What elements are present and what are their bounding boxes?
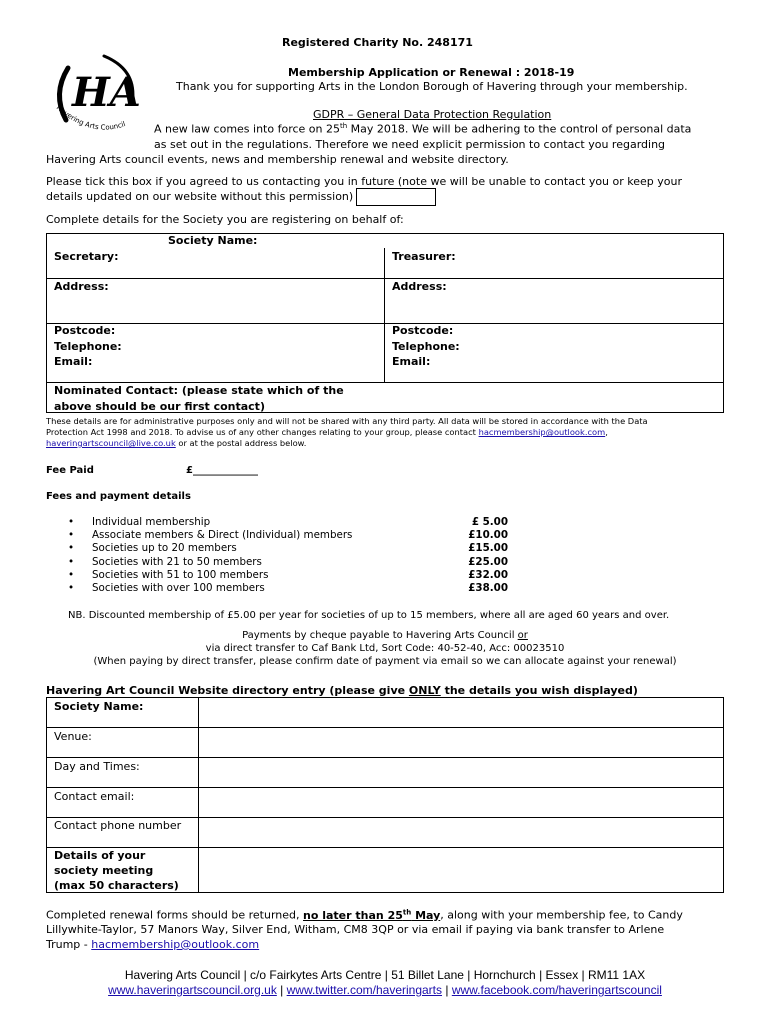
twitter-link[interactable]: www.twitter.com/haveringarts <box>286 983 443 997</box>
return-email-link[interactable]: hacmembership@outlook.com <box>91 938 260 951</box>
treasurer-address-label: Address: <box>392 280 447 293</box>
privacy-line3: haveringartscouncil@live.co.uk or at the postal address below. <box>46 438 307 448</box>
treasurer-telephone-label: Telephone: <box>392 340 460 353</box>
directory-society-name-label: Society Name: <box>54 700 144 713</box>
return-line3: Trump - hacmembership@outlook.com <box>46 938 260 951</box>
treasurer-email-label: Email: <box>392 355 431 368</box>
logo-initials: HA <box>72 69 141 116</box>
footer-address: Havering Arts Council | c/o Fairkytes Arts Centre | 51 Billet Lane | Hornchurch | Essex | RM11 1AX <box>124 968 646 982</box>
fee-item-amount: £15.00 <box>468 542 508 555</box>
bullet: • <box>68 516 75 528</box>
directory-details-line1: Details of your <box>54 849 146 862</box>
treasurer-label: Treasurer: <box>392 250 456 263</box>
fees-list <box>68 516 508 595</box>
directory-details-line2: society meeting <box>54 864 154 877</box>
directory-day-times-input[interactable] <box>199 758 723 787</box>
council-email-link[interactable]: haveringartscouncil@live.co.uk <box>46 438 176 448</box>
fee-item-amount: £10.00 <box>468 529 508 542</box>
fee-item <box>68 569 508 582</box>
directory-society-name-input[interactable] <box>199 698 723 727</box>
bullet: • <box>68 542 75 555</box>
directory-contact-phone-input[interactable] <box>199 818 723 847</box>
website-link[interactable]: www.haveringartscouncil.org.uk <box>108 983 277 997</box>
directory-details-line3: (max 50 characters) <box>54 879 179 892</box>
fee-item-amount: £32.00 <box>468 568 508 581</box>
fee-item <box>68 556 508 569</box>
fee-item-amount: £ 5.00 <box>471 516 508 528</box>
fee-item-amount: £38.00 <box>468 581 508 594</box>
havering-arts-logo <box>46 48 146 140</box>
membership-email-link[interactable]: hacmembership@outlook.com <box>478 427 606 437</box>
consent-checkbox[interactable] <box>356 188 436 206</box>
thanks-text: Thank you for supporting Arts in the London Borough of Havering through your membership. <box>176 80 688 93</box>
fee-paid-label: Fee Paid <box>46 465 94 476</box>
gdpr-line2: as set out in the regulations. Therefore we need explicit permission to contact you regarding <box>154 138 666 151</box>
return-line1: Completed renewal forms should be returned, no later than 25th May, along with your membership fee, to Candy <box>46 908 683 922</box>
bullet: • <box>68 568 75 581</box>
directory-contact-email-label: Contact email: <box>54 790 135 803</box>
fee-item-amount: £25.00 <box>468 555 508 568</box>
fee-paid-field[interactable]: £_____________ <box>186 465 258 476</box>
nominated-contact-line2: above should be our first contact) <box>54 400 265 413</box>
gdpr-line1: A new law comes into force on 25th May 2018. We will be adhering to the control of personal data <box>154 122 692 136</box>
return-line2: Lillywhite-Taylor, 57 Manors Way, Silver End, Witham, CM8 3QP or via email if paying via bank transfer to Arlene <box>46 923 665 936</box>
directory-day-times-label: Day and Times: <box>54 760 140 773</box>
payment-line2: via direct transfer to Caf Bank Ltd, Sort Code: 40-52-40, Acc: 00023510 <box>205 643 565 654</box>
nominated-contact-line1: Nominated Contact: (please state which of the <box>54 384 344 397</box>
fee-item-label: Individual membership <box>92 516 211 528</box>
society-name-label: Society Name: <box>168 234 258 247</box>
secretary-telephone-label: Telephone: <box>54 340 122 353</box>
fee-item-label: Societies with over 100 members <box>92 581 265 594</box>
fee-item-label: Associate members & Direct (Individual) members <box>92 529 353 542</box>
directory-venue-input[interactable] <box>199 728 723 757</box>
bullet: • <box>68 581 75 594</box>
fee-item-label: Societies with 21 to 50 members <box>92 555 262 568</box>
charity-number: Registered Charity No. 248171 <box>282 36 473 49</box>
fee-item <box>68 516 508 529</box>
secretary-address-label: Address: <box>54 280 109 293</box>
directory-venue-label: Venue: <box>54 730 92 743</box>
privacy-line1: These details are for administrative purposes only and will not be shared with any third party. All data will be stored in accordance with the Data <box>46 416 648 426</box>
directory-heading: Havering Art Council Website directory entry (please give ONLY the details you wish displayed) <box>46 684 638 697</box>
consent-line1: Please tick this box if you agreed to us contacting you in future (note we will be unable to contact you or keep your <box>46 175 683 188</box>
secretary-label: Secretary: <box>54 250 119 263</box>
fee-item <box>68 582 508 595</box>
fee-item <box>68 542 508 555</box>
directory-contact-email-input[interactable] <box>199 788 723 817</box>
bullet: • <box>68 529 75 542</box>
directory-contact-phone-label: Contact phone number <box>54 819 182 832</box>
form-title: Membership Application or Renewal : 2018-19 <box>288 66 575 79</box>
gdpr-line3: Havering Arts council events, news and membership renewal and website directory. <box>46 153 509 166</box>
payment-line3: (When paying by direct transfer, please confirm date of payment via email so we can allocate against your renewal) <box>93 656 677 667</box>
directory-details-input[interactable] <box>199 848 723 892</box>
fee-item-label: Societies up to 20 members <box>92 542 237 555</box>
fee-item-label: Societies with 51 to 100 members <box>92 568 269 581</box>
secretary-email-label: Email: <box>54 355 93 368</box>
treasurer-postcode-label: Postcode: <box>392 324 454 337</box>
logo-arc-text: Havering Arts Council <box>54 103 127 132</box>
payment-line1: Payments by cheque payable to Havering Arts Council or <box>242 630 528 641</box>
bullet: • <box>68 555 75 568</box>
facebook-link[interactable]: www.facebook.com/haveringartscouncil <box>451 983 662 997</box>
gdpr-heading: GDPR – General Data Protection Regulation <box>313 108 552 121</box>
fees-heading: Fees and payment details <box>46 491 191 502</box>
privacy-line2: Protection Act 1998 and 2018. To advise us of any other changes relating to your group, please contact hacmembership@outlook.com, <box>46 427 608 437</box>
consent-line2: details updated on our website without this permission) <box>46 190 354 203</box>
secretary-postcode-label: Postcode: <box>54 324 116 337</box>
fee-item <box>68 529 508 542</box>
discount-note: NB. Discounted membership of £5.00 per year for societies of up to 15 members, where all are aged 60 years and over. <box>68 610 670 621</box>
footer-links: www.haveringartscouncil.org.uk | www.twitter.com/haveringarts | www.facebook.com/haveringartscouncil <box>108 983 662 997</box>
society-intro: Complete details for the Society you are registering on behalf of: <box>46 213 404 226</box>
